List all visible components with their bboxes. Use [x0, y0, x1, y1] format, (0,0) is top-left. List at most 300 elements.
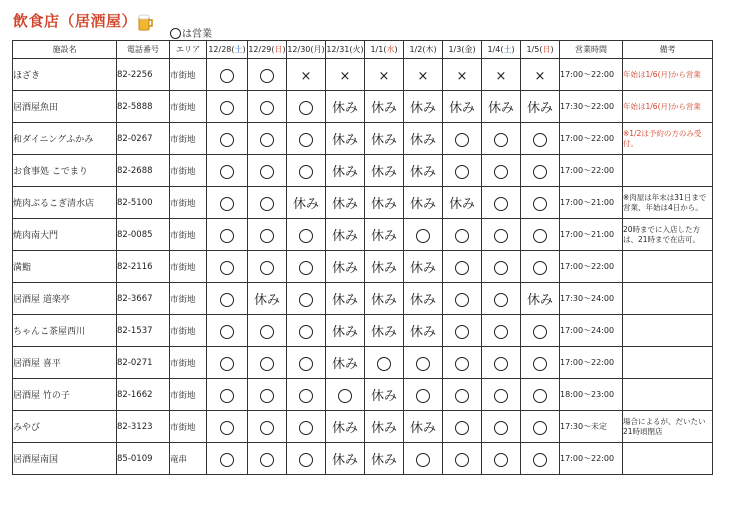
day-status — [365, 283, 404, 315]
open-circle-icon — [494, 421, 508, 435]
day-status — [404, 187, 443, 219]
closed-label: 休み — [409, 101, 436, 116]
header-row — [13, 41, 713, 59]
open-circle-icon — [220, 357, 234, 371]
day-status — [521, 283, 560, 315]
day-status — [443, 411, 482, 443]
closed-label: 休み — [331, 453, 358, 468]
day-status — [248, 91, 287, 123]
closed-label: 休み — [370, 453, 397, 468]
open-circle-icon — [455, 421, 469, 435]
open-circle-icon — [533, 197, 547, 211]
note: ※1/2は予約の方のみ受付。 — [623, 123, 713, 155]
closed-label: 休み — [370, 133, 397, 148]
day-status — [482, 251, 521, 283]
day-status — [521, 411, 560, 443]
day-status — [482, 443, 521, 475]
header-hours: 営業時間 — [560, 41, 623, 59]
day-status — [521, 251, 560, 283]
header-date: 12/28(土) — [207, 41, 248, 59]
day-status — [482, 59, 521, 91]
note: 20時までに入店した方は、21時まで在店可。 — [623, 219, 713, 251]
closed-label: 休み — [409, 165, 436, 180]
opening-hours: 17:30～22:00 — [560, 91, 623, 123]
day-status — [365, 347, 404, 379]
day-status — [521, 59, 560, 91]
closed-label: 休み — [253, 293, 280, 308]
day-status — [521, 443, 560, 475]
open-circle-icon — [494, 453, 508, 467]
open-circle-icon — [455, 357, 469, 371]
open-circle-icon — [416, 453, 430, 467]
open-circle-icon — [455, 165, 469, 179]
closed-label: 休み — [526, 101, 553, 116]
day-status — [404, 379, 443, 411]
open-circle-icon — [260, 453, 274, 467]
open-circle-icon — [170, 28, 181, 39]
phone-number: 82-0085 — [117, 219, 170, 251]
phone-number: 82-5888 — [117, 91, 170, 123]
header-area: エリア — [170, 41, 207, 59]
day-status — [443, 123, 482, 155]
facility-name: ちゃんこ茶屋西川 — [13, 315, 117, 347]
day-status — [207, 411, 248, 443]
table-row — [13, 443, 713, 475]
table-row — [13, 219, 713, 251]
open-circle-icon — [533, 133, 547, 147]
closed-label: 休み — [292, 197, 319, 212]
header-date: 1/4(土) — [482, 41, 521, 59]
day-status — [287, 251, 326, 283]
day-status — [326, 59, 365, 91]
page-title: 飲食店（居酒屋） — [13, 12, 138, 30]
day-status — [443, 315, 482, 347]
day-status — [248, 283, 287, 315]
open-circle-icon — [494, 197, 508, 211]
open-circle-icon — [494, 229, 508, 243]
open-circle-icon — [299, 229, 313, 243]
day-status — [287, 59, 326, 91]
day-status — [404, 91, 443, 123]
closed-label: 休み — [370, 197, 397, 212]
day-status — [521, 379, 560, 411]
day-status — [365, 443, 404, 475]
day-status — [248, 379, 287, 411]
day-status — [443, 443, 482, 475]
day-status — [326, 91, 365, 123]
beer-mug-icon — [137, 12, 155, 32]
day-status — [326, 155, 365, 187]
closed-label: 休み — [331, 261, 358, 276]
closed-label: 休み — [331, 421, 358, 436]
table-row — [13, 379, 713, 411]
day-status — [287, 443, 326, 475]
closed-label: 休み — [331, 133, 358, 148]
day-status — [365, 123, 404, 155]
day-status — [207, 123, 248, 155]
open-circle-icon — [533, 165, 547, 179]
day-status — [443, 283, 482, 315]
schedule-table — [12, 40, 713, 475]
day-status — [248, 251, 287, 283]
closed-label: 休み — [526, 293, 553, 308]
open-circle-icon — [338, 389, 352, 403]
open-circle-icon — [260, 197, 274, 211]
closed-label: 休み — [370, 165, 397, 180]
day-status — [287, 155, 326, 187]
closed-label: 休み — [331, 293, 358, 308]
open-circle-icon — [260, 229, 274, 243]
phone-number: 82-1537 — [117, 315, 170, 347]
open-circle-icon — [299, 421, 313, 435]
closed-label: 休み — [448, 197, 475, 212]
day-status — [248, 411, 287, 443]
facility-name: 居酒屋 道楽亭 — [13, 283, 117, 315]
phone-number: 82-0271 — [117, 347, 170, 379]
day-status — [287, 315, 326, 347]
day-status — [404, 411, 443, 443]
open-circle-icon — [299, 453, 313, 467]
open-circle-icon — [494, 357, 508, 371]
phone-number: 82-0267 — [117, 123, 170, 155]
opening-hours: 18:00～23:00 — [560, 379, 623, 411]
closed-label: 休み — [370, 293, 397, 308]
open-circle-icon — [533, 389, 547, 403]
note: ※肉屋は年末は31日まで営業、年始は4日から。 — [623, 187, 713, 219]
day-status — [248, 443, 287, 475]
open-circle-icon — [260, 165, 274, 179]
note — [623, 379, 713, 411]
note — [623, 347, 713, 379]
note — [623, 155, 713, 187]
opening-hours: 17:30～未定 — [560, 411, 623, 443]
closed-label: 休み — [370, 421, 397, 436]
area: 市街地 — [170, 251, 207, 283]
day-status — [365, 251, 404, 283]
day-status — [404, 443, 443, 475]
day-status — [207, 315, 248, 347]
day-status — [207, 59, 248, 91]
day-status — [404, 155, 443, 187]
day-status — [326, 411, 365, 443]
open-circle-icon — [260, 101, 274, 115]
open-circle-icon — [299, 389, 313, 403]
header-date: 1/5(日) — [521, 41, 560, 59]
header-date: 1/3(金) — [443, 41, 482, 59]
day-status — [521, 315, 560, 347]
day-status — [326, 283, 365, 315]
header-date: 1/1(水) — [365, 41, 404, 59]
open-circle-icon — [416, 357, 430, 371]
area: 市街地 — [170, 411, 207, 443]
open-circle-icon — [260, 69, 274, 83]
legend-text: は営業 — [182, 29, 212, 40]
day-status — [365, 379, 404, 411]
open-circle-icon — [533, 229, 547, 243]
open-circle-icon — [299, 165, 313, 179]
closed-label: 休み — [370, 325, 397, 340]
day-status — [287, 379, 326, 411]
table-row — [13, 283, 713, 315]
area: 市街地 — [170, 219, 207, 251]
closed-label: 休み — [331, 357, 358, 372]
header-name: 施設名 — [13, 41, 117, 59]
note: 年始は1/6(月)から営業 — [623, 59, 713, 91]
facility-name: 居酒屋 竹の子 — [13, 379, 117, 411]
note: 年始は1/6(月)から営業 — [623, 91, 713, 123]
day-status — [326, 123, 365, 155]
open-circle-icon — [455, 293, 469, 307]
day-status — [326, 347, 365, 379]
closed-cross-icon: × — [495, 69, 507, 84]
closed-label: 休み — [331, 229, 358, 244]
phone-number: 82-3123 — [117, 411, 170, 443]
day-status — [482, 411, 521, 443]
table-row — [13, 315, 713, 347]
closed-label: 休み — [409, 421, 436, 436]
closed-label: 休み — [409, 325, 436, 340]
day-status — [443, 251, 482, 283]
open-circle-icon — [220, 389, 234, 403]
open-circle-icon — [494, 165, 508, 179]
day-status — [521, 187, 560, 219]
day-status — [482, 155, 521, 187]
day-status — [326, 251, 365, 283]
open-circle-icon — [455, 133, 469, 147]
note — [623, 443, 713, 475]
open-circle-icon — [299, 133, 313, 147]
open-circle-icon — [220, 293, 234, 307]
opening-hours: 17:00～22:00 — [560, 59, 623, 91]
day-status — [207, 91, 248, 123]
open-circle-icon — [260, 357, 274, 371]
phone-number: 82-2688 — [117, 155, 170, 187]
closed-label: 休み — [370, 101, 397, 116]
table-row — [13, 251, 713, 283]
open-circle-icon — [220, 421, 234, 435]
open-circle-icon — [260, 389, 274, 403]
table-row — [13, 411, 713, 443]
table-row — [13, 155, 713, 187]
phone-number: 82-1662 — [117, 379, 170, 411]
day-status — [521, 123, 560, 155]
closed-cross-icon: × — [300, 69, 312, 84]
open-circle-icon — [533, 325, 547, 339]
open-circle-icon — [220, 325, 234, 339]
day-status — [287, 219, 326, 251]
note — [623, 283, 713, 315]
opening-hours: 17:00～22:00 — [560, 443, 623, 475]
closed-label: 休み — [331, 165, 358, 180]
header-date: 1/2(木) — [404, 41, 443, 59]
area: 市街地 — [170, 155, 207, 187]
day-status — [482, 91, 521, 123]
open-circle-icon — [299, 357, 313, 371]
legend — [170, 25, 212, 40]
day-status — [404, 123, 443, 155]
day-status — [207, 347, 248, 379]
day-status — [287, 411, 326, 443]
day-status — [443, 187, 482, 219]
open-circle-icon — [494, 389, 508, 403]
day-status — [521, 347, 560, 379]
table-row — [13, 123, 713, 155]
area: 市街地 — [170, 315, 207, 347]
day-status — [404, 283, 443, 315]
day-status — [207, 283, 248, 315]
day-status — [326, 315, 365, 347]
day-status — [287, 283, 326, 315]
open-circle-icon — [220, 133, 234, 147]
day-status — [326, 443, 365, 475]
day-status — [443, 155, 482, 187]
area: 市街地 — [170, 59, 207, 91]
day-status — [326, 187, 365, 219]
open-circle-icon — [220, 165, 234, 179]
facility-name: 居酒屋 喜平 — [13, 347, 117, 379]
facility-name: みやび — [13, 411, 117, 443]
area: 市街地 — [170, 187, 207, 219]
day-status — [207, 155, 248, 187]
header-date: 12/29(日) — [248, 41, 287, 59]
day-status — [443, 59, 482, 91]
day-status — [365, 59, 404, 91]
open-circle-icon — [260, 133, 274, 147]
open-circle-icon — [455, 453, 469, 467]
opening-hours: 17:00～21:00 — [560, 219, 623, 251]
day-status — [287, 187, 326, 219]
open-circle-icon — [299, 101, 313, 115]
open-circle-icon — [299, 325, 313, 339]
day-status — [482, 315, 521, 347]
open-circle-icon — [533, 421, 547, 435]
day-status — [365, 187, 404, 219]
day-status — [482, 379, 521, 411]
open-circle-icon — [455, 325, 469, 339]
open-circle-icon — [494, 261, 508, 275]
open-circle-icon — [455, 261, 469, 275]
area: 市街地 — [170, 347, 207, 379]
phone-number: 82-2116 — [117, 251, 170, 283]
closed-cross-icon: × — [417, 69, 429, 84]
area: 竜串 — [170, 443, 207, 475]
table-row — [13, 91, 713, 123]
day-status — [248, 187, 287, 219]
day-status — [326, 379, 365, 411]
note — [623, 251, 713, 283]
open-circle-icon — [377, 357, 391, 371]
header-phone: 電話番号 — [117, 41, 170, 59]
day-status — [207, 187, 248, 219]
opening-hours: 17:00～21:00 — [560, 187, 623, 219]
day-status — [404, 315, 443, 347]
closed-label: 休み — [331, 197, 358, 212]
open-circle-icon — [533, 357, 547, 371]
area: 市街地 — [170, 379, 207, 411]
opening-hours: 17:00～24:00 — [560, 315, 623, 347]
day-status — [248, 315, 287, 347]
area: 市街地 — [170, 91, 207, 123]
opening-hours: 17:00～22:00 — [560, 123, 623, 155]
day-status — [287, 347, 326, 379]
open-circle-icon — [533, 261, 547, 275]
day-status — [443, 347, 482, 379]
day-status — [482, 219, 521, 251]
phone-number: 82-5100 — [117, 187, 170, 219]
closed-cross-icon: × — [339, 69, 351, 84]
day-status — [207, 251, 248, 283]
closed-label: 休み — [370, 261, 397, 276]
day-status — [443, 219, 482, 251]
day-status — [443, 91, 482, 123]
open-circle-icon — [455, 389, 469, 403]
open-circle-icon — [299, 261, 313, 275]
day-status — [482, 187, 521, 219]
day-status — [248, 123, 287, 155]
closed-cross-icon: × — [534, 69, 546, 84]
table-row — [13, 59, 713, 91]
opening-hours: 17:00～22:00 — [560, 347, 623, 379]
closed-label: 休み — [409, 261, 436, 276]
closed-cross-icon: × — [378, 69, 390, 84]
phone-number: 82-2256 — [117, 59, 170, 91]
day-status — [404, 59, 443, 91]
closed-cross-icon: × — [456, 69, 468, 84]
day-status — [521, 155, 560, 187]
day-status — [404, 347, 443, 379]
open-circle-icon — [416, 389, 430, 403]
facility-name: 焼肉ぶるこぎ清水店 — [13, 187, 117, 219]
table-row — [13, 187, 713, 219]
open-circle-icon — [299, 293, 313, 307]
table-row — [13, 347, 713, 379]
open-circle-icon — [260, 421, 274, 435]
day-status — [207, 379, 248, 411]
day-status — [248, 59, 287, 91]
day-status — [207, 443, 248, 475]
open-circle-icon — [220, 229, 234, 243]
header-note: 備考 — [623, 41, 713, 59]
day-status — [521, 91, 560, 123]
facility-name: お食事処 こでまり — [13, 155, 117, 187]
facility-name: 居酒屋南国 — [13, 443, 117, 475]
facility-name: 和ダイニングふかみ — [13, 123, 117, 155]
opening-hours: 17:00～22:00 — [560, 155, 623, 187]
open-circle-icon — [494, 293, 508, 307]
closed-label: 休み — [331, 325, 358, 340]
note: 場合によるが、だいたい21時頃閉店 — [623, 411, 713, 443]
phone-number: 85-0109 — [117, 443, 170, 475]
day-status — [365, 155, 404, 187]
phone-number: 82-3667 — [117, 283, 170, 315]
closed-label: 休み — [487, 101, 514, 116]
open-circle-icon — [494, 325, 508, 339]
open-circle-icon — [455, 229, 469, 243]
day-status — [365, 315, 404, 347]
open-circle-icon — [494, 133, 508, 147]
closed-label: 休み — [409, 293, 436, 308]
area: 市街地 — [170, 123, 207, 155]
note — [623, 315, 713, 347]
day-status — [207, 219, 248, 251]
closed-label: 休み — [370, 389, 397, 404]
open-circle-icon — [220, 453, 234, 467]
open-circle-icon — [260, 325, 274, 339]
day-status — [287, 123, 326, 155]
day-status — [248, 347, 287, 379]
open-circle-icon — [533, 453, 547, 467]
header-date: 12/30(月) — [287, 41, 326, 59]
